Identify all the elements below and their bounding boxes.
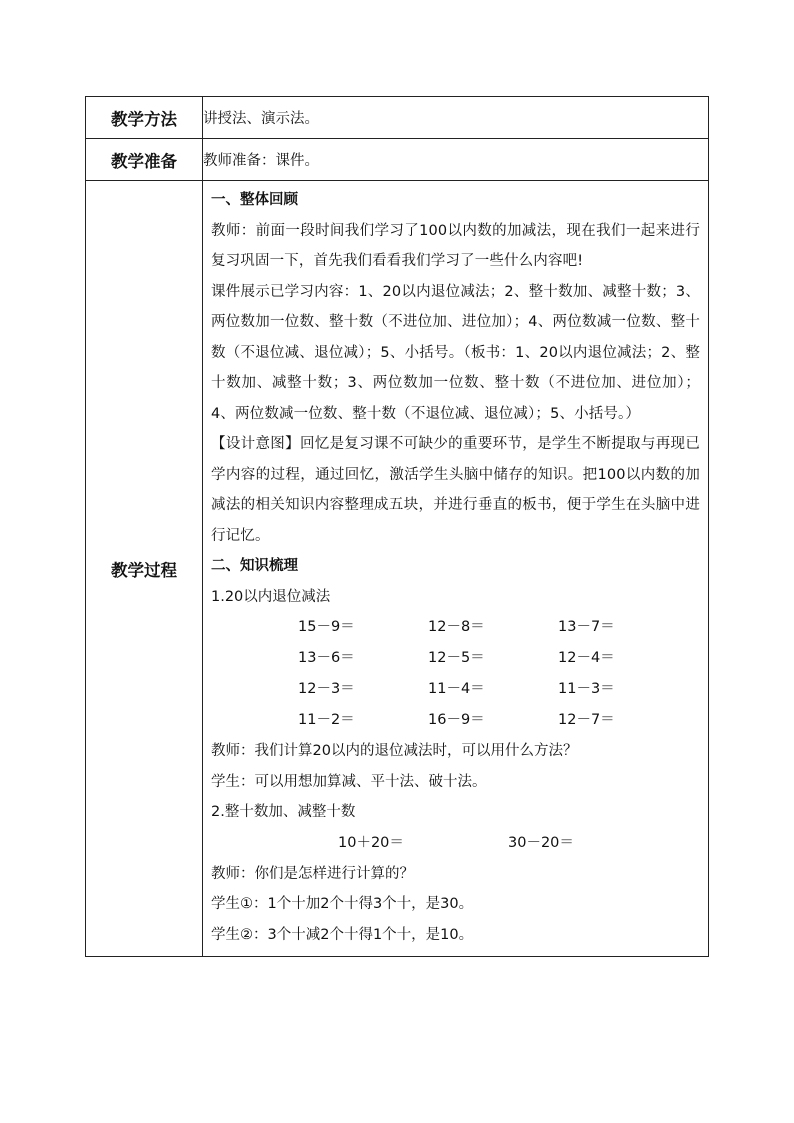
section-knowledge-review-title: 二、知识梳理 xyxy=(211,558,298,574)
lesson-plan-table xyxy=(85,96,709,957)
equation: 16－9＝ xyxy=(428,712,485,728)
equation: 11－4＝ xyxy=(428,681,485,697)
equation: 12－5＝ xyxy=(428,650,485,666)
row-teaching-process xyxy=(86,181,709,957)
part2-equations xyxy=(338,828,700,859)
row-teaching-method xyxy=(86,97,709,139)
design-intent-paragraph: 【设计意图】回忆是复习课不可缺少的重要环节，是学生不断提取与再现已学内容的过程，通过回忆，激活学生头脑中储存的知识。把100以内数的加减法的相关知识内容整理成五块，并进行垂直的板书，便于学生在头脑中进行记忆。 xyxy=(211,436,700,544)
section-overall-review-title: 一、整体回顾 xyxy=(211,192,298,208)
row-teaching-prep xyxy=(86,139,709,181)
lesson-plan-page xyxy=(85,96,709,957)
equation: 13－6＝ xyxy=(298,650,355,666)
part1-student-answer: 学生：可以用想加算减、平十法、破十法。 xyxy=(211,773,487,790)
teaching-process-label: 教学过程 xyxy=(86,181,203,957)
part2-title: 2.整十数加、减整十数 xyxy=(211,804,356,820)
part2-student-answer-2: 学生②：3个十减2个十得1个十，是10。 xyxy=(211,926,474,943)
part1-equation-grid xyxy=(298,612,700,736)
part1-title: 1.20以内退位减法 xyxy=(211,588,331,605)
teacher-intro-paragraph: 教师：前面一段时间我们学习了100以内数的加减法，现在我们一起来进行复习巩固一下，首先我们看看我们学习了一些什么内容吧! xyxy=(211,222,700,269)
courseware-content-paragraph: 课件展示已学习内容：1、20以内退位减法；2、整十数加、减整十数；3、两位数加一位数、整十数（不进位加、进位加）；4、两位数减一位数、整十数（不退位减、退位减）；5、小括号。（板书：1、20以内退位减法；2、整十数加、减整十数；3、两位数加一位数、整十数（不进位加、进位加）；4、两位数减一位数、整十数（不退位减、退位减）；5、小括号。） xyxy=(211,283,700,422)
equation: 11－2＝ xyxy=(298,712,355,728)
part2-teacher-question: 教师：你们是怎样进行计算的？ xyxy=(211,865,414,882)
equation: 12－3＝ xyxy=(298,681,355,697)
teaching-method-label: 教学方法 xyxy=(86,97,203,139)
equation: 13－7＝ xyxy=(558,619,615,635)
equation: 15－9＝ xyxy=(298,619,355,635)
equation: 11－3＝ xyxy=(558,681,615,697)
equation: 12－8＝ xyxy=(428,619,485,635)
teaching-prep-value: 教师准备：课件。 xyxy=(203,139,709,181)
equation: 10＋20＝ xyxy=(338,834,404,851)
teaching-process-content xyxy=(203,181,709,957)
equation: 12－7＝ xyxy=(558,712,615,728)
part2-student-answer-1: 学生①：1个十加2个十得3个十，是30。 xyxy=(211,896,474,912)
teaching-prep-label: 教学准备 xyxy=(86,139,203,181)
equation: 12－4＝ xyxy=(558,650,615,666)
equation: 30－20＝ xyxy=(508,834,574,851)
teaching-method-value: 讲授法、演示法。 xyxy=(203,97,709,139)
part1-teacher-question: 教师：我们计算20以内的退位减法时，可以用什么方法？ xyxy=(211,743,578,759)
